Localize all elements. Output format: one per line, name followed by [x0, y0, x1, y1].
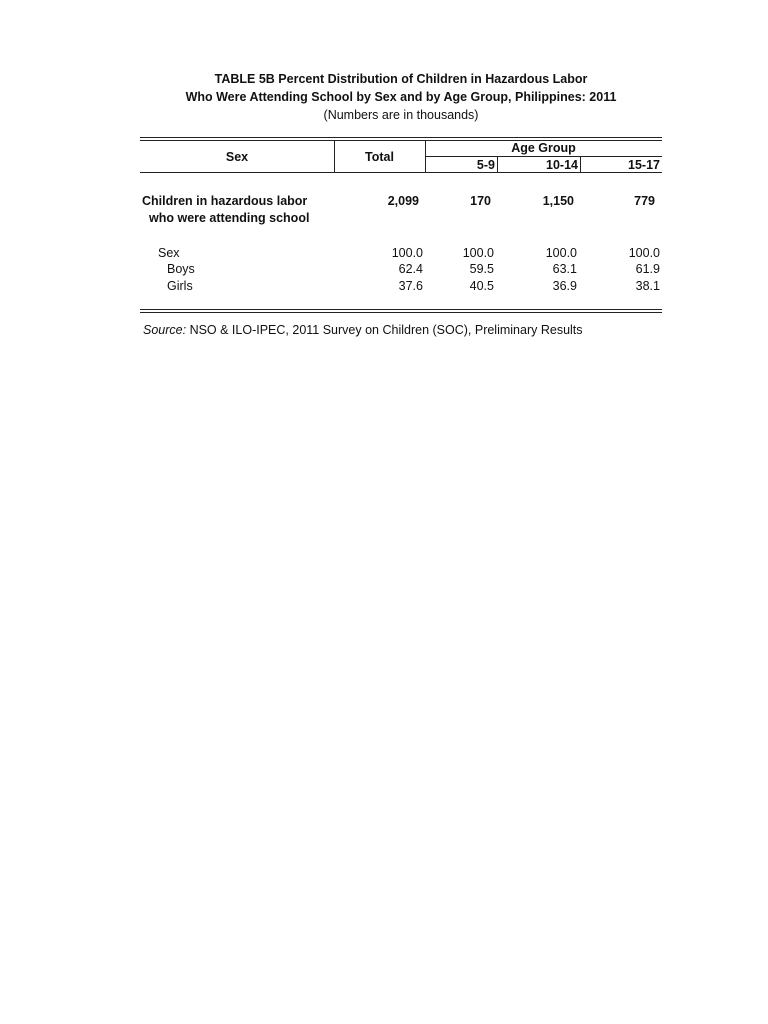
main-row-label-1: Children in hazardous labor — [142, 194, 308, 208]
row-sex-age-15-17: 100.0 — [628, 246, 660, 260]
header-sex: Sex — [225, 150, 249, 164]
title-line-1: TABLE 5B Percent Distribution of Children in Hazardous Labor — [214, 72, 588, 86]
main-row-age-15-17: 779 — [634, 194, 655, 208]
row-sex-age-5-9: 100.0 — [462, 246, 494, 260]
row-boys-age-15-17: 61.9 — [635, 262, 660, 276]
source-label: Source: — [143, 323, 187, 337]
row-girls-age-15-17: 38.1 — [635, 279, 660, 293]
row-girls-age-5-9: 40.5 — [469, 279, 494, 293]
header-total: Total — [365, 150, 394, 164]
row-girls-age-10-14: 36.9 — [552, 279, 577, 293]
main-row-total: 2,099 — [387, 194, 419, 208]
top-rule-1 — [140, 137, 662, 138]
row-boys-age-5-9: 59.5 — [469, 262, 494, 276]
header-age-15-17: 15-17 — [628, 158, 660, 172]
source-note — [143, 322, 583, 338]
bottom-rule-2 — [140, 312, 662, 313]
main-row-age-10-14: 1,150 — [542, 194, 574, 208]
row-label-sex: Sex — [158, 246, 180, 260]
row-label-girls: Girls — [167, 279, 193, 293]
header-age-group: Age Group — [511, 141, 576, 155]
row-label-boys: Boys — [167, 262, 195, 276]
table-title — [140, 70, 662, 124]
main-row-label-2: who were attending school — [149, 211, 310, 225]
row-sex-age-10-14: 100.0 — [545, 246, 577, 260]
title-note: (Numbers are in thousands) — [323, 108, 479, 122]
title-line-2: Who Were Attending School by Sex and by Age Group, Philippines: 2011 — [185, 90, 617, 104]
header-age-10-14: 10-14 — [546, 158, 578, 172]
row-girls-total: 37.6 — [398, 279, 423, 293]
bottom-rule-1 — [140, 309, 662, 310]
row-boys-age-10-14: 63.1 — [552, 262, 577, 276]
row-boys-total: 62.4 — [398, 262, 423, 276]
source-text: NSO & ILO-IPEC, 2011 Survey on Children (SOC), Preliminary Results — [186, 323, 583, 337]
header-age-5-9: 5-9 — [476, 158, 495, 172]
main-row-age-5-9: 170 — [470, 194, 491, 208]
row-sex-total: 100.0 — [391, 246, 423, 260]
